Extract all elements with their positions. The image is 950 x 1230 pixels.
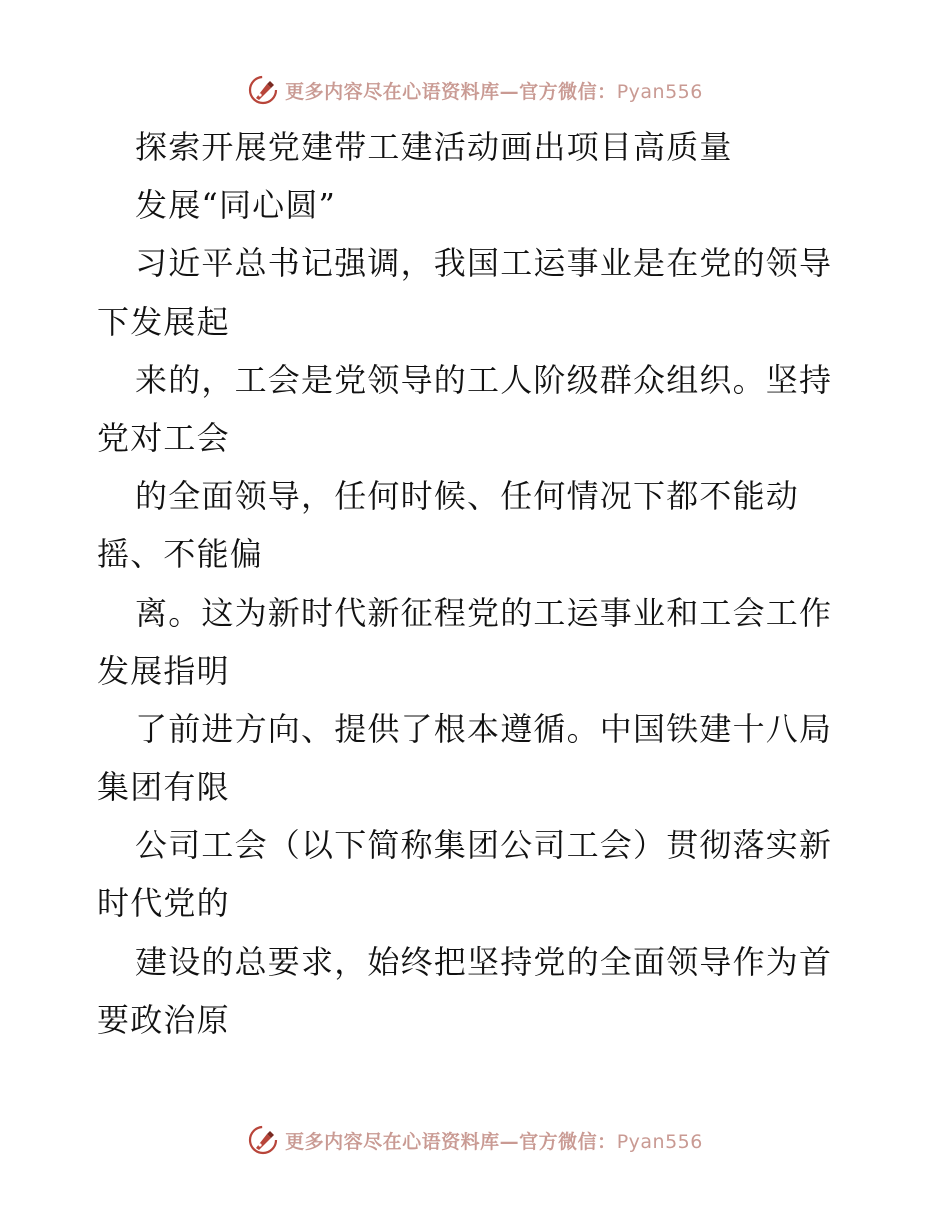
text-line: 发展指明	[97, 651, 230, 690]
text-line: 集团有限	[97, 768, 230, 807]
watermark-wechat-id: Pyan556	[616, 1130, 703, 1153]
watermark-dash: —	[499, 80, 520, 103]
watermark-dash: —	[499, 1130, 520, 1153]
text-line: 公司工会（以下简称集团公司工会）贯彻落实新	[135, 826, 833, 865]
watermark-site-text: 更多内容尽在心语资料库	[285, 1130, 500, 1153]
watermark-wechat-label: 官方微信：	[519, 1130, 617, 1153]
text-line: 了前进方向、提供了根本遵循。中国铁建十八局	[135, 709, 833, 748]
text-line: 发展“同心圆”	[135, 186, 337, 225]
text-line: 下发展起	[97, 302, 230, 341]
text-line: 探索开展党建带工建活动画出项目高质量	[135, 128, 733, 166]
text-line: 离。这为新时代新征程党的工运事业和工会工作	[135, 593, 833, 632]
text-line: 党对工会	[97, 418, 230, 457]
watermark-site-text: 更多内容尽在心语资料库	[285, 80, 500, 103]
text-line: 摇、不能偏	[97, 535, 264, 574]
text-line: 的全面领导，任何时候、任何情况下都不能动	[135, 477, 800, 516]
document-body	[97, 118, 857, 1049]
text-line: 要政治原	[97, 1000, 230, 1039]
pen-nib-logo-icon	[247, 74, 279, 106]
footer-watermark	[0, 1120, 950, 1160]
text-line: 来的，工会是党领导的工人阶级群众组织。坚持	[135, 360, 833, 399]
watermark-text	[285, 77, 703, 104]
pen-nib-logo-icon	[247, 1124, 279, 1156]
text-line: 习近平总书记强调，我国工运事业是在党的领导	[135, 244, 833, 283]
header-watermark	[0, 70, 950, 110]
watermark-wechat-id: Pyan556	[616, 80, 703, 103]
text-line: 时代党的	[97, 884, 230, 923]
text-line: 建设的总要求，始终把坚持党的全面领导作为首	[135, 942, 833, 981]
watermark-wechat-label: 官方微信：	[519, 80, 617, 103]
watermark-text	[285, 1127, 703, 1154]
